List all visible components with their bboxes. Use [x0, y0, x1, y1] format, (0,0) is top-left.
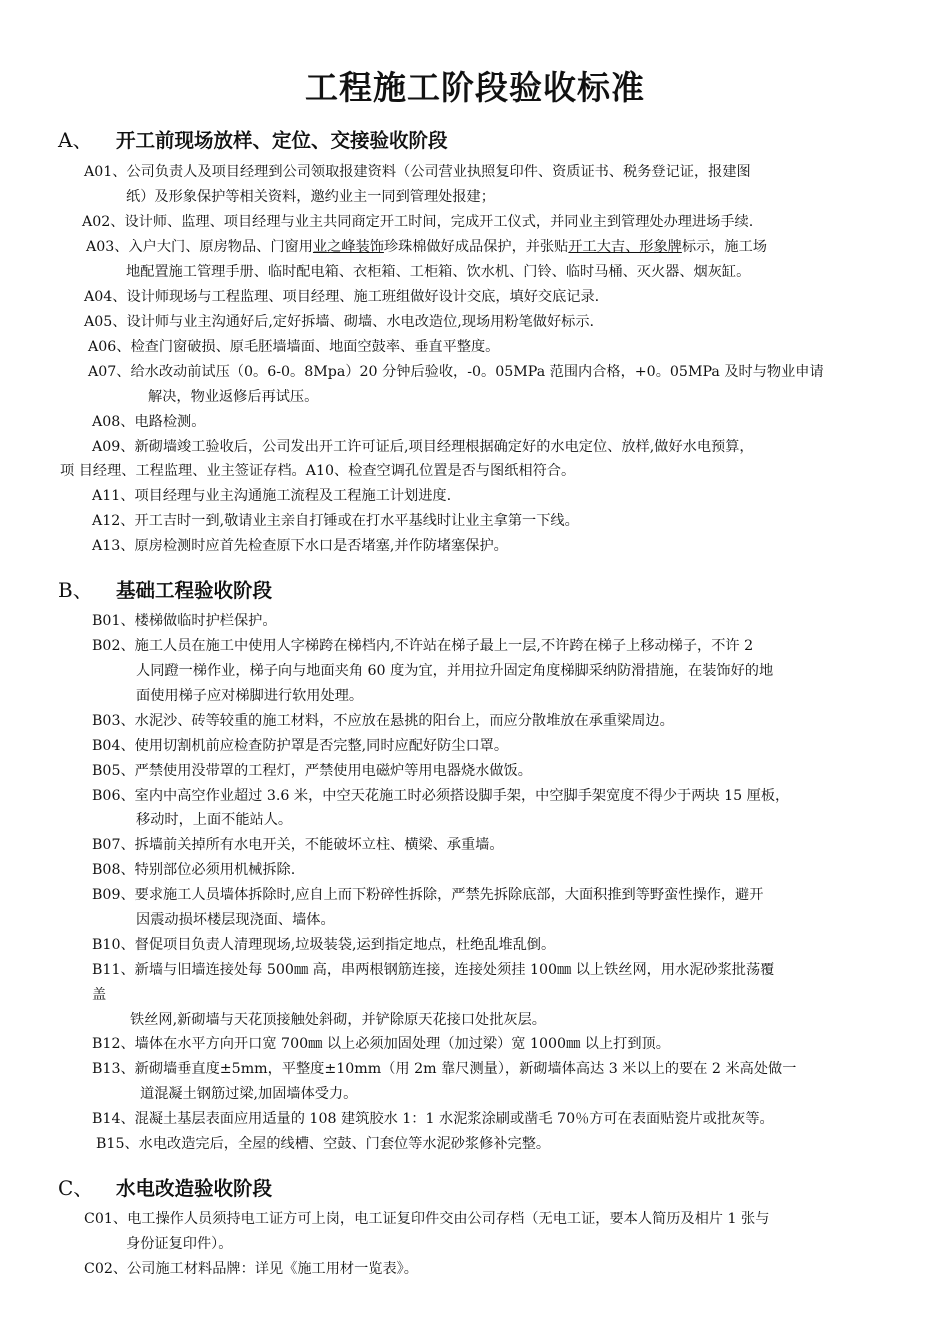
item-c02: C02、公司施工材料品牌：详见《施工用材一览表》。 — [84, 1261, 418, 1277]
section-letter: C、 — [58, 1176, 94, 1200]
item-a01-cont: 纸）及形象保护等相关资料，邀约业主一同到管理处报建； — [126, 189, 495, 205]
section-letter: A、 — [58, 128, 93, 152]
item-b06: B06、室内中高空作业超过 3.6 米，中空天花施工时必须搭设脚手架，中空脚手架宽度不得少于两块 15 厘板， — [92, 788, 790, 804]
item-a02: A02、设计师、监理、项目经理与业主共同商定开工时间，完成开工仪式，并同业主到管理处办理进场手续. — [82, 214, 754, 230]
item-b07: B07、拆墙前关掉所有水电开关，不能破坏立柱、横梁、承重墙。 — [92, 837, 504, 853]
item-b05: B05、严禁使用没带罩的工程灯，严禁使用电磁炉等用电器烧水做饭。 — [92, 763, 532, 779]
section-heading-c — [58, 1172, 272, 1201]
item-a06: A06、检查门窗破损、原毛胚墙墙面、地面空鼓率、垂直平整度。 — [88, 339, 500, 355]
page-title: 工程施工阶段验收标准 — [305, 68, 645, 107]
item-c01-cont: 身份证复印件）。 — [126, 1236, 233, 1252]
text-run: 珍珠棉做好成品保护，并张贴 — [383, 239, 569, 255]
item-a12: A12、开工吉时一到,敬请业主亲自打锤或在打水平基线时让业主拿第一下线。 — [92, 513, 579, 529]
item-b14: B14、混凝土基层表面应用适量的 108 建筑胶水 1：1 水泥浆涂刷或凿毛 70％方可在表面贴瓷片或批灰等。 — [92, 1111, 774, 1127]
item-a09: A09、新砌墙竣工验收后，公司发出开工许可证后,项目经理根据确定好的水电定位、放样,做好水电预算， — [92, 439, 754, 455]
item-b15: B15、水电改造完后，全屋的线槽、空鼓、门套位等水泥砂浆修补完整。 — [96, 1136, 551, 1152]
brand-underlined: 业之峰装饰 — [312, 239, 384, 255]
item-a11: A11、项目经理与业主沟通施工流程及工程施工计划进度. — [92, 488, 452, 504]
item-a07: A07、给水改动前试压（0。6-0。8Mpa）20 分钟后验收，-0。05MPa 范围内合格，+0。05MPa 及时与物业申请 — [88, 364, 824, 380]
item-b01: B01、楼梯做临时护栏保护。 — [92, 613, 277, 629]
text-run: A03、入户大门、原房物品、门窗用 — [86, 239, 313, 255]
text-run: 标示，施工场 — [681, 239, 767, 255]
item-a04: A04、设计师现场与工程监理、项目经理、施工班组做好设计交底，填好交底记录. — [84, 289, 600, 305]
item-b02-cont: 面使用梯子应对梯脚进行软用处理。 — [136, 688, 364, 704]
section-title: 水电改造验收阶段 — [116, 1177, 273, 1200]
item-a09-cont: 项 目经理、工程监理、业主签证存档。A10、检查空调孔位置是否与图纸相符合。 — [60, 463, 576, 479]
item-b13-cont: 道混凝土钢筋过梁,加固墙体受力。 — [140, 1086, 358, 1102]
item-b04: B04、使用切割机前应检查防护罩是否完整,同时应配好防尘口罩。 — [92, 738, 509, 754]
item-b03: B03、水泥沙、砖等较重的施工材料，不应放在悬挑的阳台上，而应分散堆放在承重梁周边。 — [92, 713, 674, 729]
item-b06-cont: 移动时，上面不能站人。 — [136, 812, 293, 828]
item-b11: B11、新墙与旧墙连接处每 500㎜ 高，串两根钢筋连接，连接处须挂 100㎜ 以上铁丝网，用水泥砂浆批荡覆 — [92, 962, 775, 978]
section-heading-a — [58, 124, 448, 153]
item-b11-cont: 盖 — [92, 987, 107, 1003]
item-a08: A08、电路检测。 — [92, 414, 206, 430]
item-a13: A13、原房检测时应首先检查原下水口是否堵塞,并作防堵塞保护。 — [92, 538, 508, 554]
item-a05: A05、设计师与业主沟通好后,定好拆墙、砌墙、水电改造位,现场用粉笔做好标示. — [84, 314, 595, 330]
item-b12: B12、墙体在水平方向开口宽 700㎜ 以上必须加固处理（加过梁）宽 1000㎜ 以上打到顶。 — [92, 1036, 670, 1052]
item-c01: C01、电工操作人员须持电工证方可上岗，电工证复印件交由公司存档（无电工证，要本人简历及相片 1 张与 — [84, 1211, 770, 1227]
item-a07-cont: 解决，物业返修后再试压。 — [148, 389, 319, 405]
section-title: 开工前现场放样、定位、交接验收阶段 — [116, 129, 448, 152]
sign-underlined: 开工大吉、形象牌 — [568, 239, 682, 255]
item-b02: B02、施工人员在施工中使用人字梯跨在梯档内,不许站在梯子最上一层,不许跨在梯子上移动梯子，不许 2 — [92, 638, 754, 654]
item-a01: A01、公司负责人及项目经理到公司领取报建资料（公司营业执照复印件、资质证书、税务登记证，报建图 — [84, 164, 751, 180]
section-heading-b — [58, 574, 272, 603]
item-b02-cont: 人同蹬一梯作业，梯子向与地面夹角 60 度为宜，并用拉升固定角度梯脚采纳防滑措施，在装饰好的地 — [136, 663, 774, 679]
section-letter: B、 — [58, 578, 93, 602]
item-b10: B10、督促项目负责人清理现场,垃圾装袋,运到指定地点，杜绝乱堆乱倒。 — [92, 937, 556, 953]
item-b09-cont: 因震动损坏楼层现浇面、墙体。 — [136, 912, 335, 928]
section-title: 基础工程验收阶段 — [116, 579, 273, 602]
item-a03 — [86, 237, 767, 257]
item-a03-cont: 地配置施工管理手册、临时配电箱、衣柜箱、工柜箱、饮水机、门铃、临时马桶、灭火器、烟灰缸。 — [126, 264, 751, 280]
item-b08: B08、特别部位必须用机械拆除. — [92, 862, 296, 878]
item-b09: B09、要求施工人员墙体拆除时,应自上而下粉碎性拆除，严禁先拆除底部，大面积推到等野蛮性操作，避开 — [92, 887, 764, 903]
item-b11-cont: 铁丝网,新砌墙与天花顶接触处斜砌，并铲除原天花接口处批灰层。 — [130, 1012, 546, 1028]
item-b13: B13、新砌墙垂直度±5mm，平整度±10mm（用 2m 靠尺测量），新砌墙体高达 3 米以上的要在 2 米高处做一 — [92, 1061, 797, 1077]
